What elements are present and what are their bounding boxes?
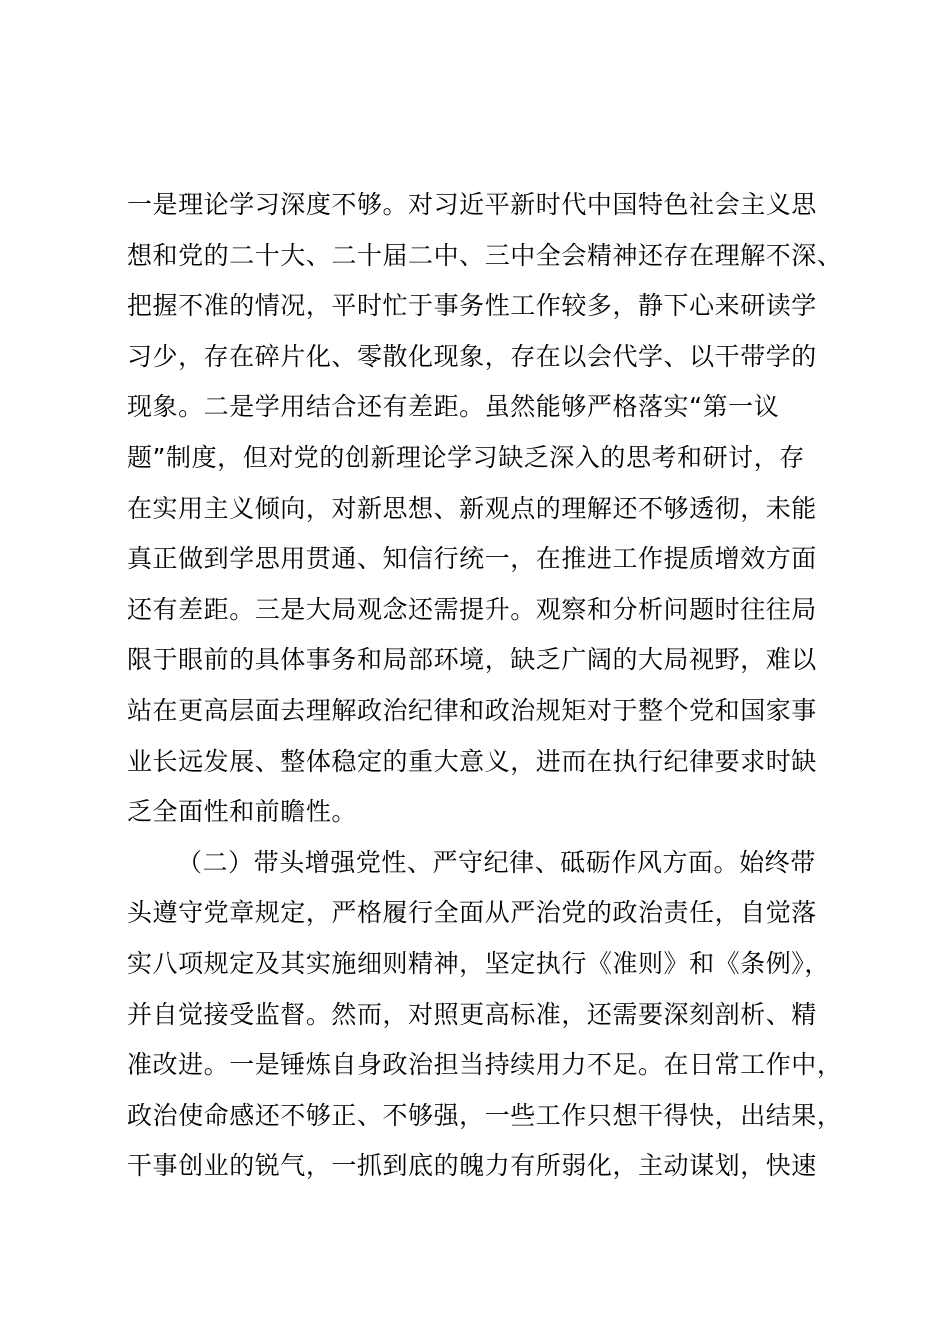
text-line: 限于眼前的具体事务和局部环境，缺乏广阔的大局视野，难以 <box>127 645 817 675</box>
text-line: 业长远发展、整体稳定的重大意义，进而在执行纪律要求时缺 <box>127 746 817 776</box>
section-heading-line: （二）带头增强党性、严守纪律、砥砺作风方面。始终带 <box>177 847 816 877</box>
text-line: 题”制度，但对党的创新理论学习缺乏深入的思考和研讨，存 <box>127 442 805 472</box>
text-line: 实八项规定及其实施细则精神，坚定执行《准则》和《条例》， <box>127 948 830 978</box>
text-line: 干事创业的锐气，一抓到底的魄力有所弱化，主动谋划，快速 <box>127 1151 817 1181</box>
text-line: 把握不准的情况，平时忙于事务性工作较多，静下心来研读学 <box>127 291 817 321</box>
document-body <box>127 180 843 1192</box>
text-line: 并自觉接受监督。然而，对照更高标准，还需要深刻剖析、精 <box>127 999 817 1029</box>
text-line: 站在更高层面去理解政治纪律和政治规矩对于整个党和国家事 <box>127 695 817 725</box>
text-line: 习少，存在碎片化、零散化现象，存在以会代学、以干带学的 <box>127 341 817 371</box>
text-line: 准改进。一是锤炼自身政治担当持续用力不足。在日常工作中， <box>127 1050 843 1080</box>
text-line: 在实用主义倾向，对新思想、新观点的理解还不够透彻，未能 <box>127 493 817 523</box>
text-line: 乏全面性和前瞻性。 <box>127 797 357 827</box>
text-line: 现象。二是学用结合还有差距。虽然能够严格落实“第一议 <box>127 392 780 422</box>
text-line: 政治使命感还不够正、不够强，一些工作只想干得快，出结果， <box>127 1100 843 1130</box>
text-line: 还有差距。三是大局观念还需提升。观察和分析问题时往往局 <box>127 594 817 624</box>
text-line: 想和党的二十大、二十届二中、三中全会精神还存在理解不深、 <box>127 240 843 270</box>
text-line: 真正做到学思用贯通、知信行统一，在推进工作提质增效方面 <box>127 544 817 574</box>
text-line: 一是理论学习深度不够。对习近平新时代中国特色社会主义思 <box>127 190 817 219</box>
text-line: 头遵守党章规定，严格履行全面从严治党的政治责任，自觉落 <box>127 898 817 928</box>
